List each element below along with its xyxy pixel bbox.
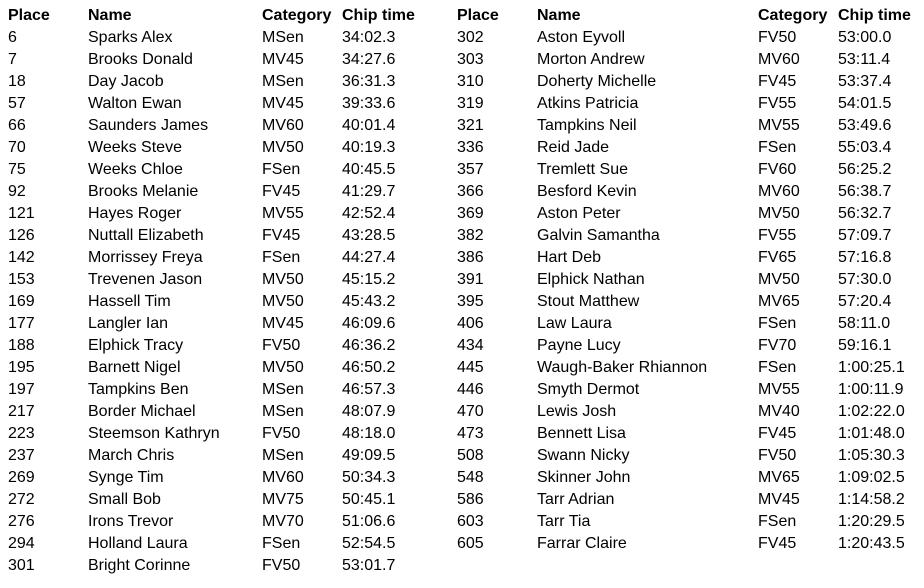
- name-cell: Nuttall Elizabeth: [88, 227, 204, 244]
- name-header: Name: [537, 7, 581, 24]
- name-cell: Tampkins Ben: [88, 381, 189, 398]
- chip-time-cell: 36:31.3: [342, 73, 396, 90]
- table-row: [457, 159, 917, 181]
- chip-time-cell: 45:43.2: [342, 293, 396, 310]
- name-cell: Elphick Tracy: [88, 337, 184, 354]
- name-cell: Elphick Nathan: [537, 271, 645, 288]
- header-row: [457, 5, 917, 27]
- chip-time-cell: 55:03.4: [838, 139, 892, 156]
- place-header: Place: [457, 7, 499, 24]
- table-row: [8, 71, 468, 93]
- table-row: [457, 313, 917, 335]
- name-cell: Langler Ian: [88, 315, 169, 332]
- place-cell: 508: [457, 447, 484, 464]
- place-cell: 369: [457, 205, 484, 222]
- name-cell: March Chris: [88, 447, 175, 464]
- place-cell: 319: [457, 95, 484, 112]
- category-cell: MV50: [758, 205, 800, 222]
- chip-time-cell: 53:01.7: [342, 557, 396, 574]
- table-row: [8, 467, 468, 489]
- chip-time-cell: 1:20:43.5: [838, 535, 905, 552]
- category-cell: FV50: [758, 29, 797, 46]
- place-cell: 445: [457, 359, 484, 376]
- table-row: [457, 511, 917, 533]
- place-cell: 336: [457, 139, 484, 156]
- place-cell: 605: [457, 535, 484, 552]
- chip-time-cell: 39:33.6: [342, 95, 396, 112]
- table-row: [457, 489, 917, 511]
- table-row: [8, 225, 468, 247]
- table-row: [457, 225, 917, 247]
- table-row: [8, 379, 468, 401]
- place-cell: 197: [8, 381, 35, 398]
- place-cell: 70: [8, 139, 26, 156]
- table-row: [8, 291, 468, 313]
- name-cell: Sparks Alex: [88, 29, 173, 46]
- name-cell: Holland Laura: [88, 535, 188, 552]
- table-row: [457, 93, 917, 115]
- table-row: [8, 423, 468, 445]
- name-cell: Bennett Lisa: [537, 425, 626, 442]
- place-cell: 223: [8, 425, 35, 442]
- name-cell: Hassell Tim: [88, 293, 171, 310]
- chip-time-cell: 58:11.0: [838, 315, 891, 332]
- name-cell: Tarr Tia: [537, 513, 591, 530]
- table-row: [457, 115, 917, 137]
- category-cell: MV60: [758, 183, 800, 200]
- chip-time-cell: 48:18.0: [342, 425, 396, 442]
- category-cell: MSen: [262, 403, 304, 420]
- place-header: Place: [8, 7, 50, 24]
- name-cell: Besford Kevin: [537, 183, 637, 200]
- chip-time-cell: 54:01.5: [838, 95, 892, 112]
- chip-time-cell: 40:19.3: [342, 139, 396, 156]
- place-cell: 603: [457, 513, 484, 530]
- name-cell: Doherty Michelle: [537, 73, 657, 90]
- chip-time-cell: 1:02:22.0: [838, 403, 905, 420]
- name-cell: Tampkins Neil: [537, 117, 637, 134]
- chip-time-cell: 57:16.8: [838, 249, 892, 266]
- name-cell: Waugh-Baker Rhiannon: [537, 359, 708, 376]
- table-row: [8, 137, 468, 159]
- table-row: [8, 335, 468, 357]
- chip-time-cell: 56:38.7: [838, 183, 892, 200]
- place-cell: 310: [457, 73, 484, 90]
- place-cell: 177: [8, 315, 35, 332]
- place-cell: 294: [8, 535, 35, 552]
- table-row: [8, 269, 468, 291]
- name-cell: Border Michael: [88, 403, 196, 420]
- chip-time-cell: 50:45.1: [342, 491, 396, 508]
- chip-time-cell: 59:16.1: [838, 337, 892, 354]
- category-cell: FSen: [758, 359, 797, 376]
- name-cell: Atkins Patricia: [537, 95, 639, 112]
- table-row: [8, 313, 468, 335]
- category-header: Category: [758, 7, 828, 24]
- name-cell: Irons Trevor: [88, 513, 174, 530]
- chip-time-cell: 57:09.7: [838, 227, 892, 244]
- chip-time-cell: 50:34.3: [342, 469, 396, 486]
- name-cell: Bright Corinne: [88, 557, 191, 574]
- table-row: [8, 401, 468, 423]
- chip-time-cell: 57:20.4: [838, 293, 892, 310]
- table-row: [457, 379, 917, 401]
- table-row: [8, 247, 468, 269]
- name-cell: Law Laura: [537, 315, 612, 332]
- category-cell: FSen: [262, 249, 301, 266]
- chip-time-cell: 34:02.3: [342, 29, 396, 46]
- category-cell: FSen: [262, 161, 301, 178]
- name-cell: Hayes Roger: [88, 205, 182, 222]
- results-body-right: [457, 27, 917, 555]
- name-cell: Trevenen Jason: [88, 271, 203, 288]
- category-cell: FV45: [262, 183, 301, 200]
- table-row: [8, 181, 468, 203]
- category-cell: MV45: [262, 95, 304, 112]
- category-cell: FV50: [262, 557, 301, 574]
- place-cell: 473: [457, 425, 484, 442]
- name-cell: Small Bob: [88, 491, 161, 508]
- name-header: Name: [88, 7, 132, 24]
- table-row: [457, 357, 917, 379]
- category-header: Category: [262, 7, 332, 24]
- category-cell: MV70: [262, 513, 304, 530]
- name-cell: Hart Deb: [537, 249, 602, 266]
- category-cell: MV75: [262, 491, 304, 508]
- chip-time-cell: 48:07.9: [342, 403, 396, 420]
- chip-time-cell: 1:00:25.1: [838, 359, 905, 376]
- table-row: [457, 445, 917, 467]
- name-cell: Synge Tim: [88, 469, 164, 486]
- table-row: [457, 291, 917, 313]
- name-cell: Brooks Melanie: [88, 183, 199, 200]
- table-row: [457, 467, 917, 489]
- name-cell: Stout Matthew: [537, 293, 640, 310]
- place-cell: 302: [457, 29, 484, 46]
- chip-time-header: Chip time: [838, 7, 911, 24]
- chip-time-cell: 42:52.4: [342, 205, 396, 222]
- header-row: [8, 5, 468, 27]
- place-cell: 195: [8, 359, 35, 376]
- table-row: [8, 49, 468, 71]
- place-cell: 586: [457, 491, 484, 508]
- chip-time-cell: 1:09:02.5: [838, 469, 905, 486]
- category-cell: FV45: [262, 227, 301, 244]
- category-cell: MV60: [262, 117, 304, 134]
- chip-time-cell: 53:11.4: [838, 51, 891, 68]
- chip-time-cell: 40:01.4: [342, 117, 396, 134]
- table-row: [8, 555, 468, 577]
- category-cell: MV65: [758, 469, 800, 486]
- category-cell: FSen: [758, 513, 797, 530]
- category-cell: MV45: [262, 315, 304, 332]
- place-cell: 548: [457, 469, 484, 486]
- place-cell: 382: [457, 227, 484, 244]
- chip-time-cell: 52:54.5: [342, 535, 396, 552]
- category-cell: MSen: [262, 29, 304, 46]
- name-cell: Walton Ewan: [88, 95, 182, 112]
- place-cell: 434: [457, 337, 484, 354]
- place-cell: 446: [457, 381, 484, 398]
- chip-time-header: Chip time: [342, 7, 415, 24]
- category-cell: MV55: [758, 117, 800, 134]
- table-row: [8, 445, 468, 467]
- name-cell: Swann Nicky: [537, 447, 630, 464]
- chip-time-cell: 45:15.2: [342, 271, 396, 288]
- table-row: [457, 181, 917, 203]
- name-cell: Aston Eyvoll: [537, 29, 626, 46]
- category-cell: FSen: [758, 139, 797, 156]
- name-cell: Reid Jade: [537, 139, 610, 156]
- chip-time-cell: 1:01:48.0: [838, 425, 905, 442]
- place-cell: 217: [8, 403, 35, 420]
- table-row: [457, 203, 917, 225]
- category-cell: FV65: [758, 249, 797, 266]
- place-cell: 92: [8, 183, 26, 200]
- category-cell: FV70: [758, 337, 797, 354]
- category-cell: FV50: [758, 447, 797, 464]
- table-row: [457, 401, 917, 423]
- category-cell: FV50: [262, 337, 301, 354]
- place-cell: 7: [8, 51, 17, 68]
- place-cell: 303: [457, 51, 484, 68]
- category-cell: MV40: [758, 403, 800, 420]
- chip-time-cell: 1:14:58.2: [838, 491, 905, 508]
- place-cell: 153: [8, 271, 35, 288]
- table-row: [8, 93, 468, 115]
- category-cell: FV50: [262, 425, 301, 442]
- place-cell: 301: [8, 557, 35, 574]
- chip-time-cell: 56:25.2: [838, 161, 892, 178]
- table-row: [457, 49, 917, 71]
- place-cell: 6: [8, 29, 17, 46]
- name-cell: Tremlett Sue: [537, 161, 628, 178]
- category-cell: MV45: [262, 51, 304, 68]
- category-cell: MV60: [758, 51, 800, 68]
- category-cell: MV65: [758, 293, 800, 310]
- category-cell: MV45: [758, 491, 800, 508]
- place-cell: 142: [8, 249, 35, 266]
- name-cell: Morrissey Freya: [88, 249, 203, 266]
- place-cell: 18: [8, 73, 26, 90]
- table-row: [457, 27, 917, 49]
- results-table-right: [457, 5, 917, 555]
- chip-time-cell: 1:20:29.5: [838, 513, 905, 530]
- name-cell: Galvin Samantha: [537, 227, 660, 244]
- name-cell: Tarr Adrian: [537, 491, 615, 508]
- name-cell: Payne Lucy: [537, 337, 621, 354]
- table-row: [457, 335, 917, 357]
- table-row: [457, 137, 917, 159]
- table-row: [457, 423, 917, 445]
- chip-time-cell: 1:00:11.9: [838, 381, 904, 398]
- chip-time-cell: 46:57.3: [342, 381, 396, 398]
- chip-time-cell: 56:32.7: [838, 205, 892, 222]
- place-cell: 126: [8, 227, 35, 244]
- place-cell: 121: [8, 205, 35, 222]
- chip-time-cell: 53:37.4: [838, 73, 892, 90]
- results-body-left: [8, 27, 468, 577]
- results-table-left: [8, 5, 468, 577]
- name-cell: Barnett Nigel: [88, 359, 181, 376]
- place-cell: 272: [8, 491, 35, 508]
- place-cell: 66: [8, 117, 26, 134]
- chip-time-cell: 57:30.0: [838, 271, 892, 288]
- place-cell: 269: [8, 469, 35, 486]
- category-cell: MV50: [262, 359, 304, 376]
- table-row: [457, 71, 917, 93]
- place-cell: 321: [457, 117, 484, 134]
- category-cell: MV55: [758, 381, 800, 398]
- place-cell: 276: [8, 513, 35, 530]
- name-cell: Morton Andrew: [537, 51, 645, 68]
- chip-time-cell: 46:50.2: [342, 359, 396, 376]
- chip-time-cell: 34:27.6: [342, 51, 396, 68]
- chip-time-cell: 1:05:30.3: [838, 447, 905, 464]
- category-cell: FV55: [758, 95, 797, 112]
- chip-time-cell: 49:09.5: [342, 447, 396, 464]
- table-row: [8, 489, 468, 511]
- name-cell: Lewis Josh: [537, 403, 617, 420]
- table-row: [457, 269, 917, 291]
- category-cell: MV50: [262, 293, 304, 310]
- category-cell: FV55: [758, 227, 797, 244]
- table-row: [8, 533, 468, 555]
- place-cell: 169: [8, 293, 35, 310]
- place-cell: 386: [457, 249, 484, 266]
- chip-time-cell: 53:00.0: [838, 29, 892, 46]
- category-cell: FSen: [758, 315, 797, 332]
- name-cell: Steemson Kathryn: [88, 425, 220, 442]
- table-row: [8, 27, 468, 49]
- name-cell: Weeks Chloe: [88, 161, 183, 178]
- place-cell: 366: [457, 183, 484, 200]
- chip-time-cell: 53:49.6: [838, 117, 892, 134]
- category-cell: MSen: [262, 381, 304, 398]
- chip-time-cell: 41:29.7: [342, 183, 396, 200]
- category-cell: MV50: [262, 139, 304, 156]
- name-cell: Saunders James: [88, 117, 209, 134]
- table-row: [457, 247, 917, 269]
- place-cell: 237: [8, 447, 35, 464]
- chip-time-cell: 43:28.5: [342, 227, 396, 244]
- chip-time-cell: 40:45.5: [342, 161, 396, 178]
- chip-time-cell: 51:06.6: [342, 513, 396, 530]
- place-cell: 75: [8, 161, 26, 178]
- table-row: [8, 357, 468, 379]
- name-cell: Skinner John: [537, 469, 631, 486]
- category-cell: FSen: [262, 535, 301, 552]
- place-cell: 188: [8, 337, 35, 354]
- table-row: [8, 511, 468, 533]
- place-cell: 57: [8, 95, 26, 112]
- place-cell: 357: [457, 161, 484, 178]
- table-row: [8, 203, 468, 225]
- name-cell: Brooks Donald: [88, 51, 193, 68]
- category-cell: FV45: [758, 425, 797, 442]
- place-cell: 470: [457, 403, 484, 420]
- chip-time-cell: 46:36.2: [342, 337, 396, 354]
- chip-time-cell: 46:09.6: [342, 315, 396, 332]
- table-row: [8, 115, 468, 137]
- table-row: [8, 159, 468, 181]
- category-cell: FV60: [758, 161, 797, 178]
- category-cell: FV45: [758, 535, 797, 552]
- category-cell: MSen: [262, 447, 304, 464]
- table-row: [457, 533, 917, 555]
- place-cell: 395: [457, 293, 484, 310]
- category-cell: MV50: [262, 271, 304, 288]
- category-cell: MSen: [262, 73, 304, 90]
- place-cell: 391: [457, 271, 484, 288]
- category-cell: MV50: [758, 271, 800, 288]
- place-cell: 406: [457, 315, 484, 332]
- name-cell: Day Jacob: [88, 73, 164, 90]
- name-cell: Smyth Dermot: [537, 381, 640, 398]
- category-cell: FV45: [758, 73, 797, 90]
- chip-time-cell: 44:27.4: [342, 249, 396, 266]
- name-cell: Aston Peter: [537, 205, 621, 222]
- category-cell: MV55: [262, 205, 304, 222]
- category-cell: MV60: [262, 469, 304, 486]
- name-cell: Weeks Steve: [88, 139, 182, 156]
- name-cell: Farrar Claire: [537, 535, 627, 552]
